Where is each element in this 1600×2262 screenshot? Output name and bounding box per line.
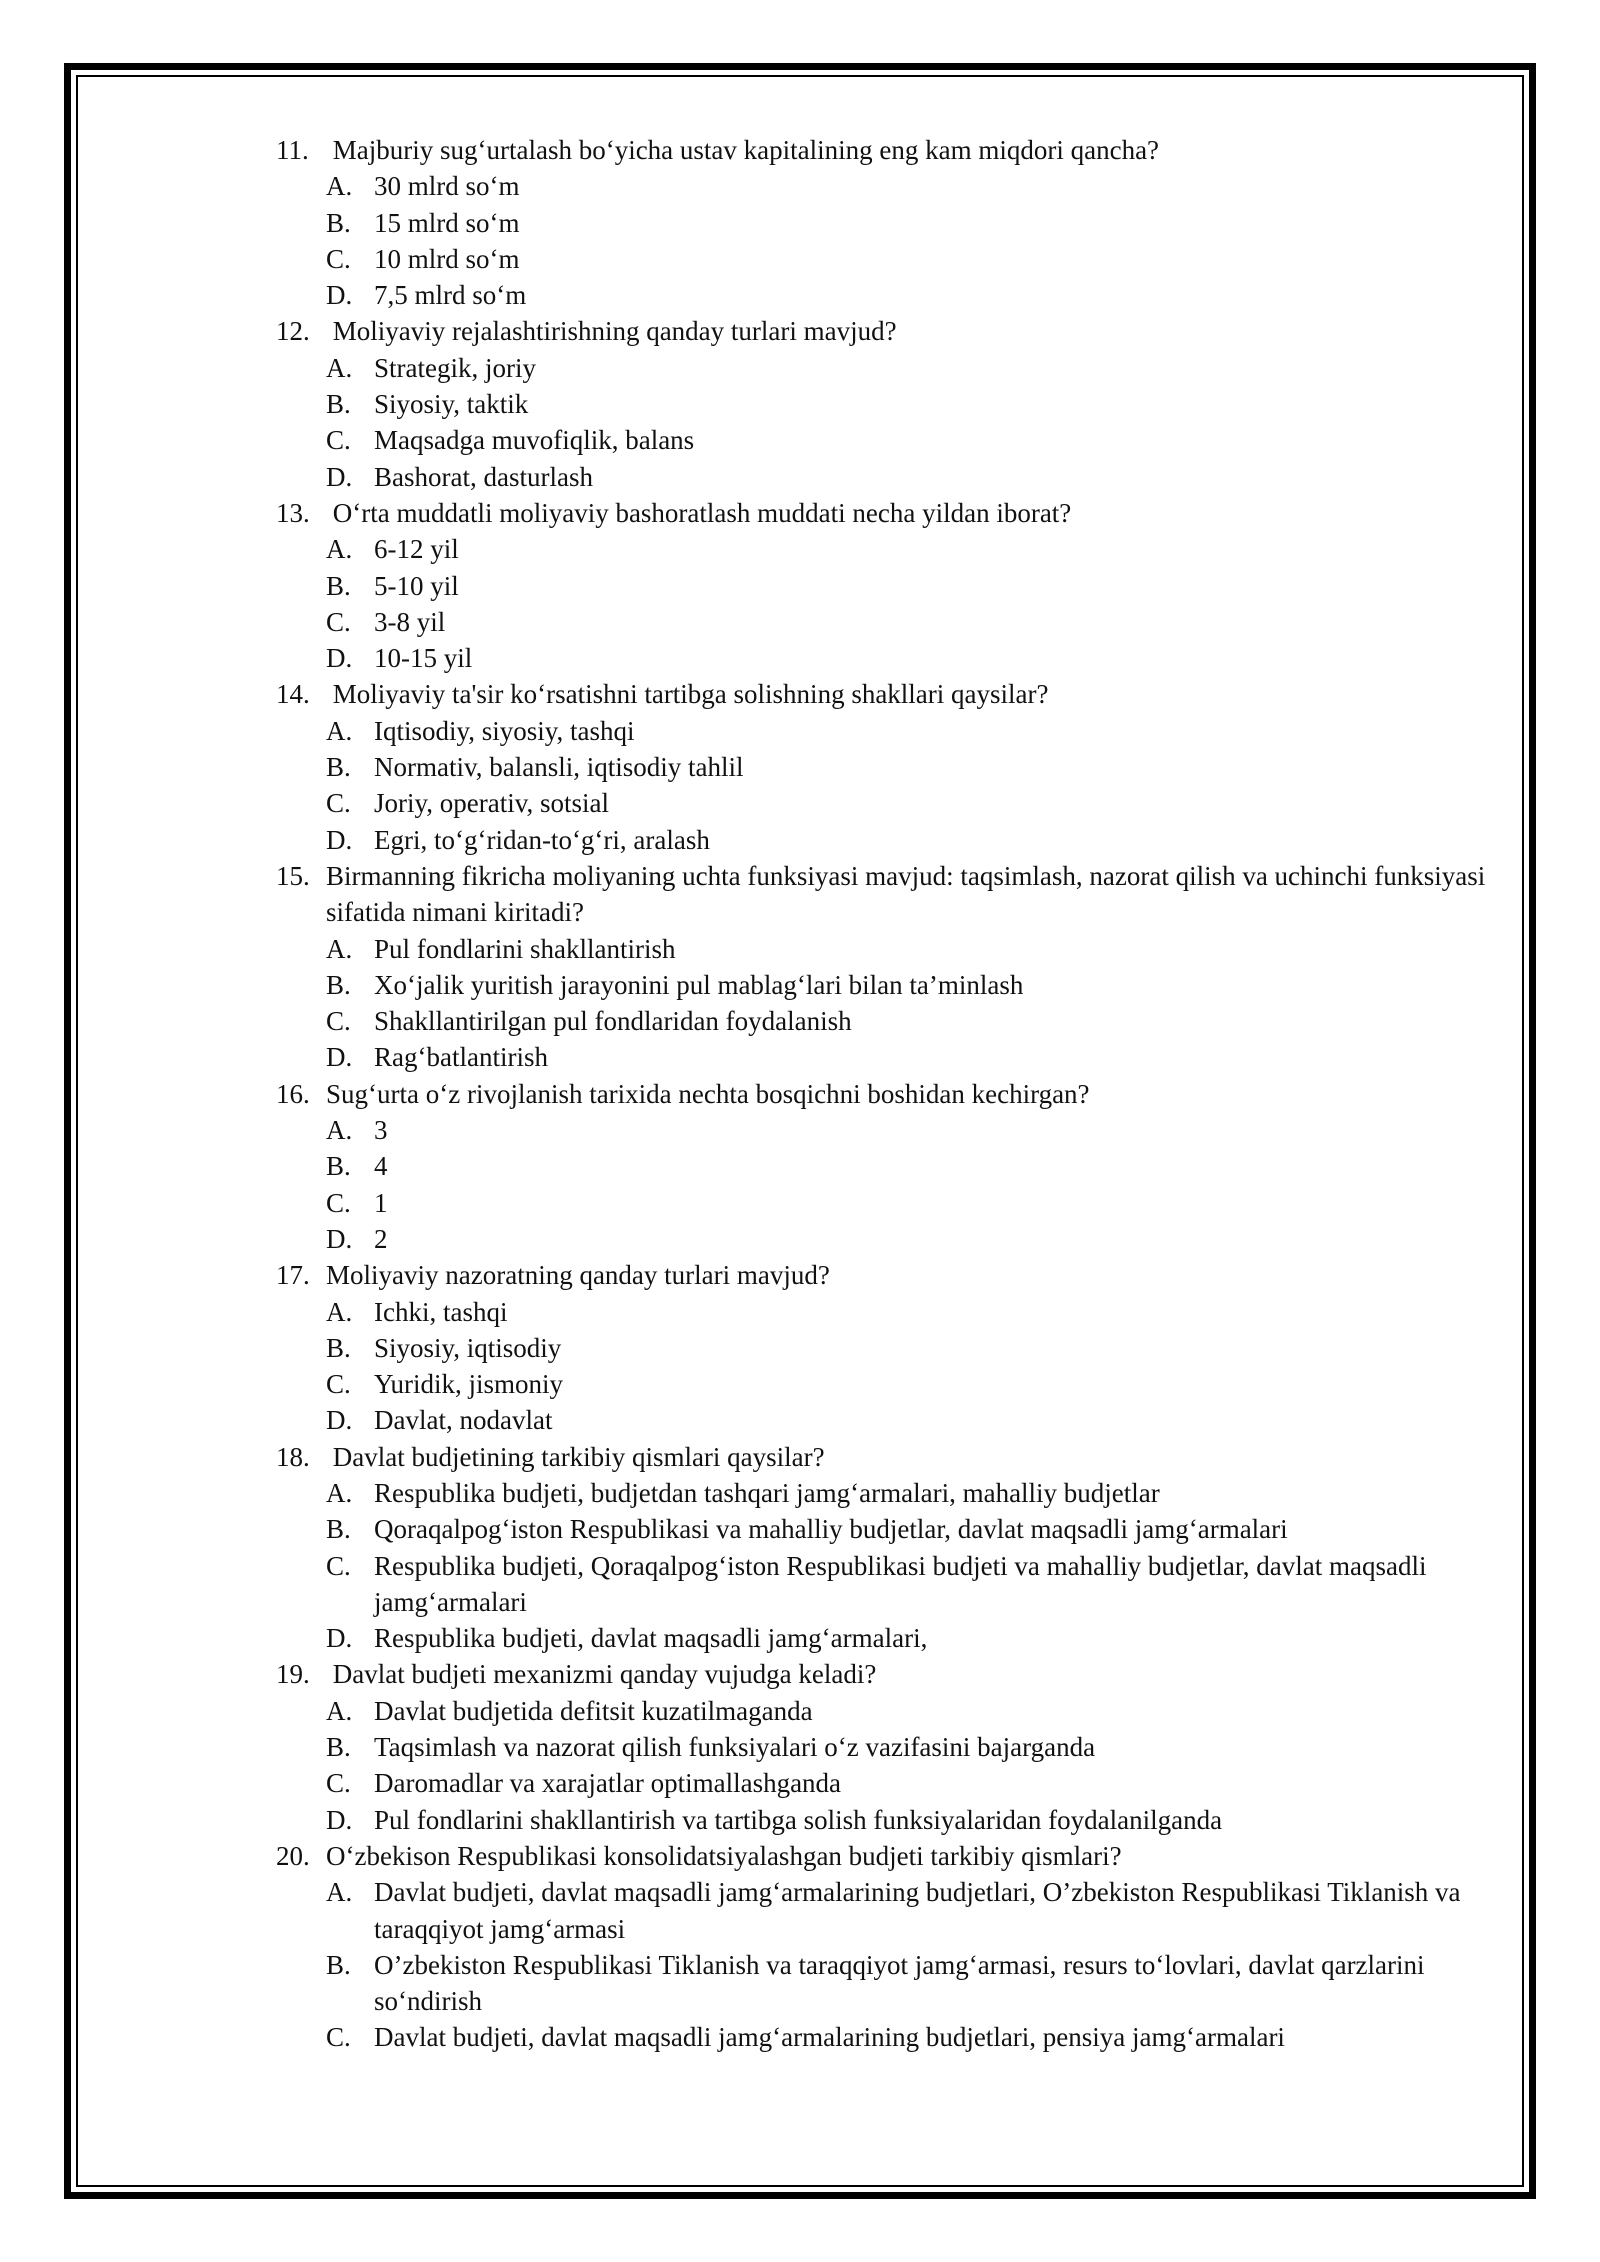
answer-option: [276, 640, 1496, 676]
question-number: 12.: [276, 316, 310, 347]
answer-options: [276, 713, 1496, 858]
question-text: Davlat budjeti mexanizmi qanday vujudga keladi?: [326, 1659, 877, 1690]
question-line: [276, 495, 1496, 531]
answer-options: [276, 1693, 1496, 1838]
option-text: Respublika budjeti, budjetdan tashqari jamg‘armalari, mahalliy budjetlar: [374, 1477, 1160, 1508]
answer-option: [276, 2019, 1496, 2055]
question-item: [276, 495, 1496, 676]
option-letter: A.: [326, 1115, 353, 1146]
answer-option: [276, 1366, 1496, 1402]
option-letter: D.: [326, 824, 353, 855]
question-item: [276, 1656, 1496, 1837]
answer-option: [276, 1765, 1496, 1801]
option-letter: A.: [326, 1296, 353, 1327]
option-text: Taqsimlash va nazorat qilish funksiyalari o‘z vazifasini bajarganda: [374, 1732, 1096, 1763]
option-letter: C.: [326, 425, 351, 456]
option-text: Respublika budjeti, davlat maqsadli jamg‘armalari,: [374, 1623, 928, 1654]
question-item: [276, 858, 1496, 1076]
option-text: Xo‘jalik yuritish jarayonini pul mablag‘lari bilan ta’minlash: [374, 969, 1024, 1000]
answer-option: [276, 168, 1496, 204]
question-text: Moliyaviy nazoratning qanday turlari mavjud?: [326, 1260, 830, 1291]
question-text: Birmanning fikricha moliyaning uchta funksiyasi mavjud: taqsimlash, nazorat qilish va uchinchi funksiyasi sifatida nimani kiritadi?: [326, 860, 1493, 928]
option-text: Bashorat, dasturlash: [374, 461, 593, 492]
answer-option: [276, 1330, 1496, 1366]
answer-option: [276, 1294, 1496, 1330]
answer-option: [276, 1802, 1496, 1838]
answer-option: [276, 1003, 1496, 1039]
question-number: 20.: [276, 1840, 310, 1871]
answer-option: [276, 785, 1496, 821]
question-line: [276, 676, 1496, 712]
option-letter: A.: [326, 352, 353, 383]
answer-option: [276, 1221, 1496, 1257]
answer-option: [276, 1548, 1496, 1621]
option-letter: A.: [326, 715, 353, 746]
answer-option: [276, 1729, 1496, 1765]
question-number: 18.: [276, 1441, 310, 1472]
option-letter: A.: [326, 1477, 353, 1508]
option-text: 30 mlrd so‘m: [374, 171, 520, 202]
answer-option: [276, 1148, 1496, 1184]
option-text: Rag‘batlantirish: [374, 1042, 548, 1073]
option-letter: C.: [326, 1768, 351, 1799]
answer-option: [276, 1185, 1496, 1221]
option-letter: B.: [326, 389, 351, 420]
answer-options: [276, 168, 1496, 313]
option-letter: A.: [326, 534, 353, 565]
question-number: 13.: [276, 497, 310, 528]
option-text: Davlat budjeti, davlat maqsadli jamg‘armalarining budjetlari, O’zbekiston Respublikasi Tiklanish va taraqqiyot jamg‘armasi: [374, 1877, 1461, 1944]
answer-option: [276, 1620, 1496, 1656]
answer-option: [276, 822, 1496, 858]
option-letter: B.: [326, 752, 351, 783]
answer-options: [276, 1112, 1496, 1257]
answer-options: [276, 531, 1496, 676]
question-line: [276, 1076, 1496, 1112]
option-letter: C.: [326, 1550, 351, 1581]
answer-option: [276, 568, 1496, 604]
question-line: [276, 132, 1496, 168]
option-letter: D.: [326, 1042, 353, 1073]
question-item: [276, 1838, 1496, 2056]
option-letter: C.: [326, 606, 351, 637]
option-letter: C.: [326, 2022, 351, 2053]
answer-option: [276, 1511, 1496, 1547]
option-text: Iqtisodiy, siyosiy, tashqi: [374, 715, 635, 746]
option-text: Yuridik, jismoniy: [374, 1369, 564, 1400]
question-item: [276, 1257, 1496, 1438]
option-letter: D.: [326, 643, 353, 674]
question-item: [276, 313, 1496, 494]
option-letter: B.: [326, 969, 351, 1000]
question-text: Majburiy sug‘urtalash bo‘yicha ustav kapitalining eng kam miqdori qancha?: [326, 135, 1160, 165]
answer-options: [276, 1874, 1496, 2055]
option-letter: D.: [326, 1623, 353, 1654]
option-text: 1: [374, 1187, 388, 1218]
answer-option: [276, 1693, 1496, 1729]
option-text: 6-12 yil: [374, 534, 459, 565]
option-text: Maqsadga muvofiqlik, balans: [374, 425, 695, 456]
question-item: [276, 1439, 1496, 1657]
answer-option: [276, 386, 1496, 422]
question-text: Moliyaviy rejalashtirishning qanday turlari mavjud?: [326, 316, 897, 347]
option-letter: C.: [326, 243, 351, 274]
option-text: Strategik, joriy: [374, 352, 536, 383]
answer-option: [276, 713, 1496, 749]
option-text: Ichki, tashqi: [374, 1296, 508, 1327]
question-line: [276, 1439, 1496, 1475]
question-item: [276, 132, 1496, 313]
option-letter: A.: [326, 171, 353, 202]
option-letter: D.: [326, 1405, 353, 1436]
option-letter: B.: [326, 1514, 351, 1545]
option-text: O’zbekiston Respublikasi Tiklanish va taraqqiyot jamg‘armasi, resurs to‘lovlari, davlat qarzlarini so‘ndirish: [374, 1949, 1425, 2017]
option-text: 2: [374, 1223, 388, 1254]
answer-option: [276, 241, 1496, 277]
option-letter: B.: [326, 207, 351, 238]
option-letter: B.: [326, 1732, 351, 1763]
question-line: [276, 1257, 1496, 1293]
option-letter: C.: [326, 1006, 351, 1037]
option-letter: D.: [326, 1223, 353, 1254]
option-text: 5-10 yil: [374, 570, 459, 601]
option-letter: B.: [326, 570, 351, 601]
answer-option: [276, 1402, 1496, 1438]
option-letter: C.: [326, 1369, 351, 1400]
answer-option: [276, 1947, 1496, 2020]
answer-options: [276, 1294, 1496, 1439]
question-line: [276, 313, 1496, 349]
option-text: 15 mlrd so‘m: [374, 207, 520, 238]
question-number: 11.: [276, 135, 309, 165]
option-text: 4: [374, 1151, 388, 1182]
option-text: 10 mlrd so‘m: [374, 243, 520, 274]
option-text: Qoraqalpog‘iston Respublikasi va mahalliy budjetlar, davlat maqsadli jamg‘armalari: [374, 1514, 1288, 1545]
answer-options: [276, 1475, 1496, 1656]
option-letter: B.: [326, 1949, 351, 1980]
answer-options: [276, 931, 1496, 1076]
option-text: Davlat budjeti, davlat maqsadli jamg‘armalarining budjetlari, pensiya jamg‘armalari: [374, 2022, 1285, 2053]
answer-option: [276, 604, 1496, 640]
answer-option: [276, 1112, 1496, 1148]
option-text: 10-15 yil: [374, 643, 473, 674]
option-text: Pul fondlarini shakllantirish: [374, 933, 676, 964]
option-text: Pul fondlarini shakllantirish va tartibga solish funksiyalaridan foydalanilganda: [374, 1804, 1223, 1835]
answer-option: [276, 1874, 1496, 1947]
question-line: [276, 1838, 1496, 1874]
option-text: Siyosiy, taktik: [374, 389, 529, 420]
option-text: 3-8 yil: [374, 606, 446, 637]
option-text: Joriy, operativ, sotsial: [374, 788, 609, 819]
option-text: 3: [374, 1115, 388, 1146]
option-text: Davlat, nodavlat: [374, 1405, 553, 1436]
option-letter: B.: [326, 1332, 351, 1363]
question-number: 19.: [276, 1659, 310, 1690]
question-text: Sug‘urta o‘z rivojlanish tarixida nechta bosqichni boshidan kechirgan?: [326, 1078, 1090, 1109]
answer-option: [276, 1475, 1496, 1511]
option-text: Normativ, balansli, iqtisodiy tahlil: [374, 752, 744, 783]
answer-option: [276, 967, 1496, 1003]
option-text: Davlat budjetida defitsit kuzatilmaganda: [374, 1695, 813, 1726]
question-number: 17.: [276, 1260, 310, 1291]
option-text: Egri, to‘g‘ridan-to‘g‘ri, aralash: [374, 824, 710, 855]
answer-option: [276, 749, 1496, 785]
question-line: [276, 1656, 1496, 1692]
option-letter: D.: [326, 1804, 353, 1835]
option-letter: B.: [326, 1151, 351, 1182]
answer-option: [276, 205, 1496, 241]
question-item: [276, 676, 1496, 857]
answer-option: [276, 1039, 1496, 1075]
question-text: O‘rta muddatli moliyaviy bashoratlash muddati necha yildan iborat?: [326, 497, 1072, 528]
option-letter: C.: [326, 788, 351, 819]
question-text: Davlat budjetining tarkibiy qismlari qaysilar?: [326, 1441, 825, 1472]
question-text: O‘zbekison Respublikasi konsolidatsiyalashgan budjeti tarkibiy qismlari?: [326, 1840, 1122, 1871]
question-number: 16.: [276, 1078, 310, 1109]
question-number: 15.: [276, 860, 310, 891]
option-letter: C.: [326, 1187, 351, 1218]
option-letter: D.: [326, 461, 353, 492]
option-text: 7,5 mlrd so‘m: [374, 280, 527, 311]
answer-option: [276, 277, 1496, 313]
question-list: [276, 132, 1496, 2056]
option-letter: A.: [326, 933, 353, 964]
answer-option: [276, 422, 1496, 458]
question-line: [276, 858, 1496, 931]
option-text: Siyosiy, iqtisodiy: [374, 1332, 562, 1363]
question-text: Moliyaviy ta'sir ko‘rsatishni tartibga solishning shakllari qaysilar?: [326, 679, 1049, 710]
answer-option: [276, 350, 1496, 386]
option-letter: A.: [326, 1877, 353, 1908]
question-number: 14.: [276, 679, 310, 710]
question-item: [276, 1076, 1496, 1257]
answer-option: [276, 531, 1496, 567]
option-letter: A.: [326, 1695, 353, 1726]
option-text: Shakllantirilgan pul fondlaridan foydalanish: [374, 1006, 852, 1037]
option-text: Daromadlar va xarajatlar optimallashganda: [374, 1768, 842, 1799]
answer-option: [276, 931, 1496, 967]
answer-options: [276, 350, 1496, 495]
answer-option: [276, 459, 1496, 495]
option-text: Respublika budjeti, Qoraqalpog‘iston Respublikasi budjeti va mahalliy budjetlar, davlat maqsadli jamg‘armalari: [374, 1550, 1427, 1617]
option-letter: D.: [326, 280, 353, 311]
